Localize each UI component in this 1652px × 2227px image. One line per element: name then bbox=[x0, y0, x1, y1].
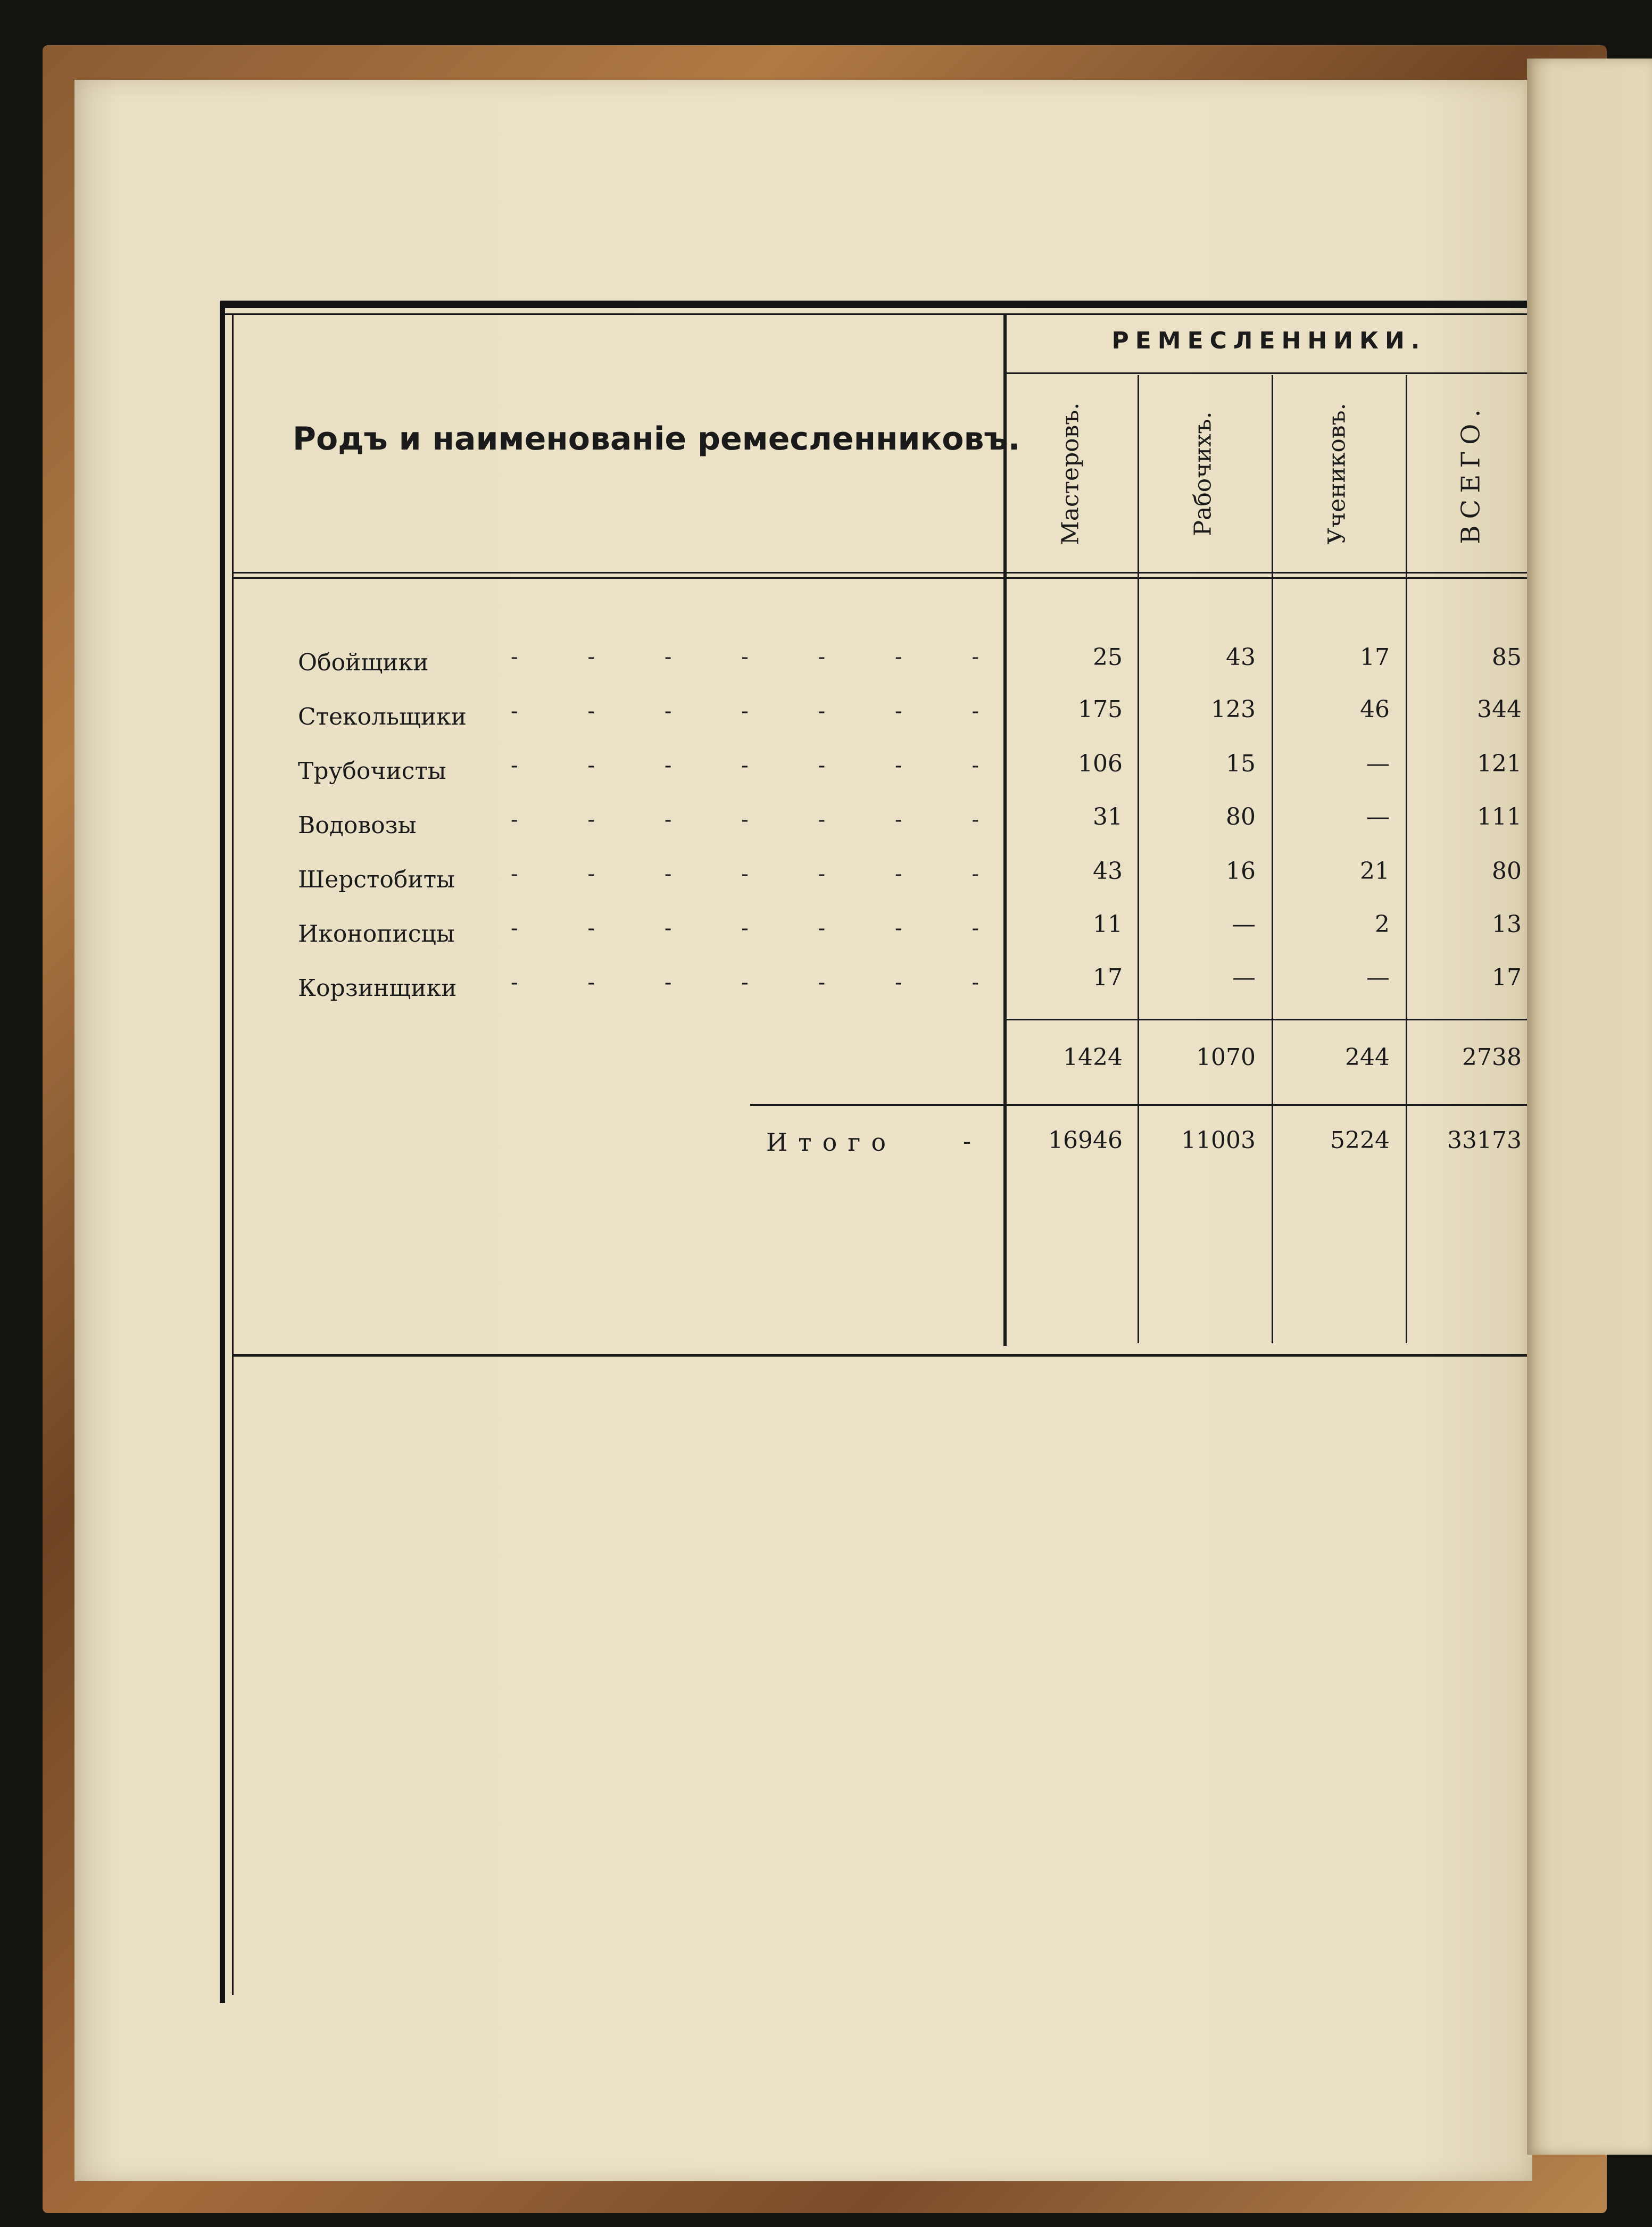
cell-workers: 15 bbox=[1226, 750, 1256, 777]
cell-masters: 175 bbox=[1078, 696, 1123, 723]
cell-total: 344 bbox=[1477, 696, 1522, 723]
subtotal-masters: 1424 bbox=[1063, 1044, 1123, 1071]
cell-workers: — bbox=[1232, 964, 1256, 991]
cell-masters: 31 bbox=[1093, 803, 1123, 830]
header-rule-2 bbox=[234, 577, 1527, 579]
row-label: Обойщики bbox=[298, 649, 429, 676]
group-header: РЕМЕСЛЕННИКИ. bbox=[1111, 327, 1426, 354]
row-label: Водовозы bbox=[298, 812, 417, 839]
cell-workers: 80 bbox=[1226, 803, 1256, 830]
cell-apprentices: — bbox=[1366, 803, 1390, 830]
cell-apprentices: 21 bbox=[1360, 858, 1390, 885]
cell-masters: 17 bbox=[1093, 964, 1123, 991]
row-label: Трубочисты bbox=[298, 758, 446, 785]
cell-apprentices: 2 bbox=[1375, 911, 1390, 938]
total-apprentices: 5224 bbox=[1330, 1127, 1390, 1154]
cell-apprentices: 17 bbox=[1360, 644, 1390, 671]
cell-masters: 106 bbox=[1078, 750, 1123, 777]
row-label: Стекольщики bbox=[298, 703, 467, 730]
cell-workers: 43 bbox=[1226, 644, 1256, 671]
row-label: Корзинщики bbox=[298, 975, 457, 1002]
cell-workers: — bbox=[1232, 911, 1256, 938]
cell-total: 121 bbox=[1477, 750, 1522, 777]
cell-workers: 123 bbox=[1211, 696, 1256, 723]
cell-apprentices: — bbox=[1366, 964, 1390, 991]
leader-dashes: - - - - - - - bbox=[511, 808, 979, 832]
cell-workers: 16 bbox=[1226, 858, 1256, 885]
total-total: 33173 bbox=[1447, 1127, 1522, 1154]
cell-total: 13 bbox=[1492, 911, 1522, 938]
cell-total: 85 bbox=[1492, 644, 1522, 671]
cell-masters: 43 bbox=[1093, 858, 1123, 885]
column-header-masters: Мастеровъ. bbox=[1057, 402, 1084, 545]
column-header-apprentices: Учениковъ. bbox=[1323, 402, 1351, 545]
row-header-title: Родъ и наименованіе ремесленниковъ. bbox=[293, 420, 1020, 458]
cell-apprentices: — bbox=[1366, 750, 1390, 777]
total-workers: 11003 bbox=[1181, 1127, 1256, 1154]
table-bottom-rule bbox=[234, 1354, 1527, 1357]
row-label: Иконописцы bbox=[298, 920, 455, 948]
leader-dashes: - - - - - - - bbox=[511, 753, 979, 778]
group-header-rule bbox=[1007, 372, 1527, 374]
leader-dashes: - - - - - - - bbox=[511, 970, 979, 995]
cell-apprentices: 46 bbox=[1360, 696, 1390, 723]
leader-dashes: - - - - - - - bbox=[511, 862, 979, 886]
adjacent-page-edge bbox=[1527, 59, 1652, 2155]
table-left-rule-thin bbox=[232, 314, 234, 1995]
total-masters: 16946 bbox=[1048, 1127, 1123, 1154]
cell-total: 80 bbox=[1492, 858, 1522, 885]
table-top-rule-thin bbox=[220, 313, 1527, 315]
total-label: Итого bbox=[766, 1128, 897, 1157]
leader-dashes: - - - - - - - bbox=[511, 645, 979, 669]
table-top-rule bbox=[220, 301, 1527, 308]
subtotal-total: 2738 bbox=[1462, 1044, 1522, 1071]
leader-dashes: - - - - - - - bbox=[511, 916, 979, 941]
cell-masters: 11 bbox=[1093, 911, 1123, 938]
total-rule bbox=[750, 1104, 1527, 1106]
table-left-rule bbox=[220, 301, 225, 2003]
cell-total: 111 bbox=[1477, 803, 1522, 830]
total-dash: - bbox=[963, 1128, 971, 1155]
row-label: Шерстобиты bbox=[298, 866, 455, 893]
cell-total: 17 bbox=[1492, 964, 1522, 991]
column-header-total: ВСЕГО. bbox=[1456, 403, 1486, 544]
leader-dashes: - - - - - - - bbox=[511, 699, 979, 724]
cell-masters: 25 bbox=[1093, 644, 1123, 671]
subtotal-apprentices: 244 bbox=[1345, 1044, 1390, 1071]
subtotal-workers: 1070 bbox=[1196, 1044, 1256, 1071]
column-header-workers: Рабочихъ. bbox=[1189, 411, 1217, 536]
subtotal-rule bbox=[1007, 1019, 1527, 1020]
header-rule-1 bbox=[234, 572, 1527, 574]
